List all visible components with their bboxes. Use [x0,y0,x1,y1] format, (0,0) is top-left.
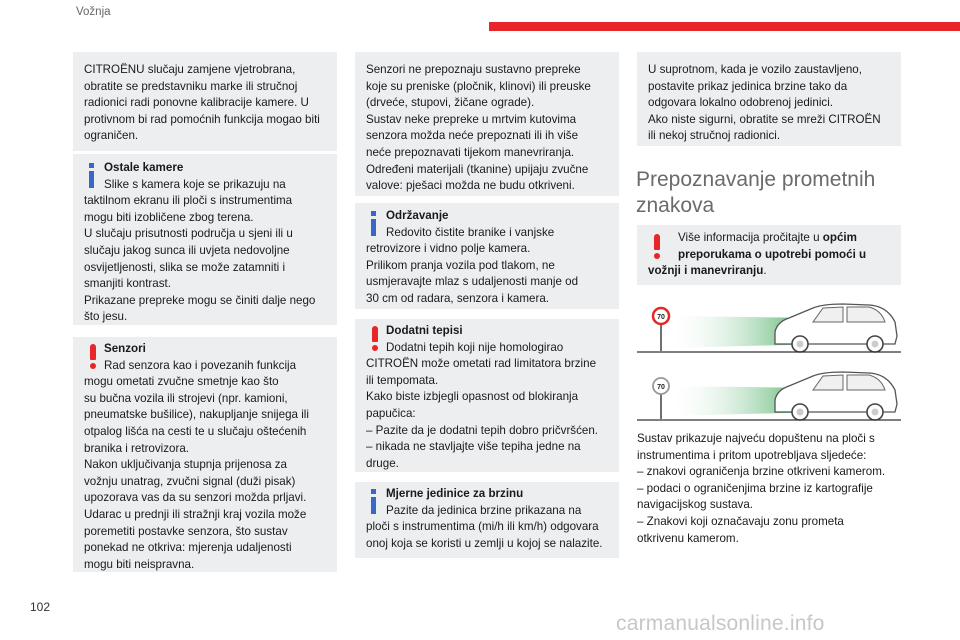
speed-sign-value: 70 [657,384,665,391]
text-line: ili nekoj stručnoj radionici. [648,129,781,143]
text-line: usmjeravajte mlaz s udaljenosti manje od [366,275,579,289]
text-line: slučaju jakog sunca ili uvjeta nedovoljne [84,243,290,257]
header-accent-bar [489,22,960,31]
sensor-limits-box [355,52,619,196]
text-line: Udarac u prednji ili stražnji kraj vozila može [84,507,307,521]
text-line: radionici radi ponovne kalibracije kamere. U [84,96,309,110]
text-line: Slike s kamera koje se prikazuju na [104,177,286,191]
parked-units-box [637,52,901,146]
text-line: ploči s instrumentima (mi/h ili km/h) odgovara [366,520,599,534]
note-title: Senzori [104,342,146,355]
info-icon [369,489,383,515]
warning-text: . [763,264,767,278]
text-line: obratite se predstavniku marke ili stručnoj [84,79,298,93]
text-line: su bučna vozila ili strojevi (npr. kamioni, [84,391,288,405]
section-title-line: znakova [636,194,715,217]
text-line: Prikazane prepreke mogu se činiti dalje nego [84,293,316,307]
section-title-line: Prepoznavanje prometnih [636,168,876,191]
text-line: Sustav prikazuje najveću dopuštenu na ploči s [637,432,875,445]
text-line: druge. [366,456,399,470]
text-line: – znakovi ograničenja brzine otkriveni kamerom. [637,465,886,479]
text-line: Pazite da jedinica brzine prikazana na [386,503,582,517]
system-description [637,431,885,547]
text-line: instrumentima i pritom upotrebljava sljedeće: [637,448,867,462]
text-line: U suprotnom, kada je vozilo zaustavljeno, [648,63,862,76]
windscreen-note-box [73,52,337,151]
text-line: onoj koja se koristi u zemlji u kojoj se nalazite. [366,536,603,550]
warning-link-text: preporukama o upotrebi pomoći u [678,247,867,261]
text-line: Redovito čistite branike i vanjske [386,225,555,239]
text-line: CITROËN može ometati rad limitatora brzine [366,357,597,371]
text-line: Sustav neke prepreke u mrtvim kutovima [366,112,577,126]
speed-units-note [355,482,619,558]
car-sign-diagram [637,364,901,426]
text-line: upozorava vas da su senzori možda prljavi. [84,491,307,505]
text-line: odgovara lokalno odobrenoj jedinici. [648,96,833,110]
text-line: osvijetljenosti, slika se može zatamniti i [84,260,286,274]
text-line: Ako niste sigurni, obratite se mreži CITROËN [648,112,881,126]
text-line: neće prepoznavati tijekom manevriranja. [366,145,575,159]
text-line: koje su preniske (pločnik, klinovi) ili preuske [366,79,591,93]
text-line: taktilnom ekranu ili ploči s instrumentima [84,194,293,208]
warning-link-text: općim [822,231,857,244]
text-line: mogu ometati zvučne smetnje kao što [84,375,279,389]
text-line: – Pazite da je dodatni tepih dobro pričvršćen. [366,423,599,437]
section-header: Vožnja [76,6,111,18]
see-also-warning-note [637,225,901,285]
section-title [636,167,875,219]
navigation-data-illustration [637,364,901,426]
text-line: navigacijskog sustava. [637,498,753,512]
warning-link-text: vožnji i manevriranju [648,264,764,278]
text-line: senzora možda neće prepoznati ili ih više [366,129,579,143]
text-line: valove: pješaci možda ne budu otkriveni. [366,179,575,193]
text-line: mogu biti neispravna. [84,557,195,571]
maintenance-note [355,203,619,309]
sensors-warning-note [73,337,337,572]
text-line: postavite prikaz jedinica brzine tako da [648,79,848,93]
car-sign-diagram [637,296,901,358]
text-line: Nakon uključivanja stupnja prijenosa za [84,458,288,472]
warning-icon [651,234,665,260]
camera-detection-illustration [637,296,901,358]
text-line: smanjiti kontrast. [84,277,171,291]
text-line [648,230,890,247]
note-title: Dodatni tepisi [386,324,463,337]
note-title: Održavanje [386,209,449,222]
text-line: Dodatni tepih koji nije homologirao [386,340,564,354]
text-line: vožnju unatrag, zvučni signal (duži pisak) [84,474,296,488]
note-title: Ostale kamere [104,161,184,174]
text-line: Rad senzora kao i povezanih funkcija [104,358,297,372]
text-line: otpalog lišća na cesti te u slučaju oštećenih [84,424,307,438]
speed-sign-value: 70 [657,314,665,321]
text-line: – podaci o ograničenjima brzine iz kartografije [637,481,873,495]
text-line: pneumatske bušilice), nakupljanje snijega ili [84,408,309,422]
text-line: – Znakovi koji označavaju zonu prometa [637,514,844,528]
page-number: 102 [30,600,51,614]
info-icon [369,211,383,237]
warning-text: Više informacija pročitajte u [678,231,823,244]
text-line [648,247,890,264]
info-icon [87,163,101,189]
watermark: carmanualsonline.info [616,612,825,635]
text-line: poremetiti postavke senzora, što sustav [84,524,288,538]
text-line: ponekad ne otkriva: mjerenja udaljenosti [84,541,292,555]
warning-icon [87,344,101,370]
other-cameras-note [73,154,337,325]
text-line: 30 cm od radara, senzora i kamera. [366,291,550,305]
text-line: Kako biste izbjegli opasnost od blokiranja [366,390,579,404]
text-line: CITROËNU slučaju zamjene vjetrobrana, [84,63,296,76]
text-line: Određeni materijali (tkanine) upijaju zvučne [366,162,589,176]
text-line: što jesu. [84,310,128,324]
text-line: branika i retrovizora. [84,441,190,455]
text-line: retrovizore i vidno polje kamera. [366,242,531,256]
text-line: mogu biti izobličene zbog terena. [84,210,254,224]
warning-icon [369,326,383,352]
note-title: Mjerne jedinice za brzinu [386,487,524,500]
extra-mats-warning-note [355,319,619,472]
text-line: protivnom bi rad pomoćnih funkcija mogao biti [84,112,320,126]
text-line: Prilikom pranja vozila pod tlakom, ne [366,258,555,272]
text-line: papučica: [366,406,416,420]
text-line: (drveće, stupovi, žičane ograde). [366,96,535,110]
text-line: ili tempomata. [366,373,439,387]
text-line: U slučaju prisutnosti područja u sjeni ili u [84,227,293,241]
text-line: Senzori ne prepoznaju sustavno prepreke [366,63,581,76]
text-line: – nikada ne stavljajte više tepiha jedne na [366,440,581,454]
text-line [648,263,890,280]
text-line: otkrivenu kamerom. [637,531,739,545]
text-line: ograničen. [84,129,139,143]
